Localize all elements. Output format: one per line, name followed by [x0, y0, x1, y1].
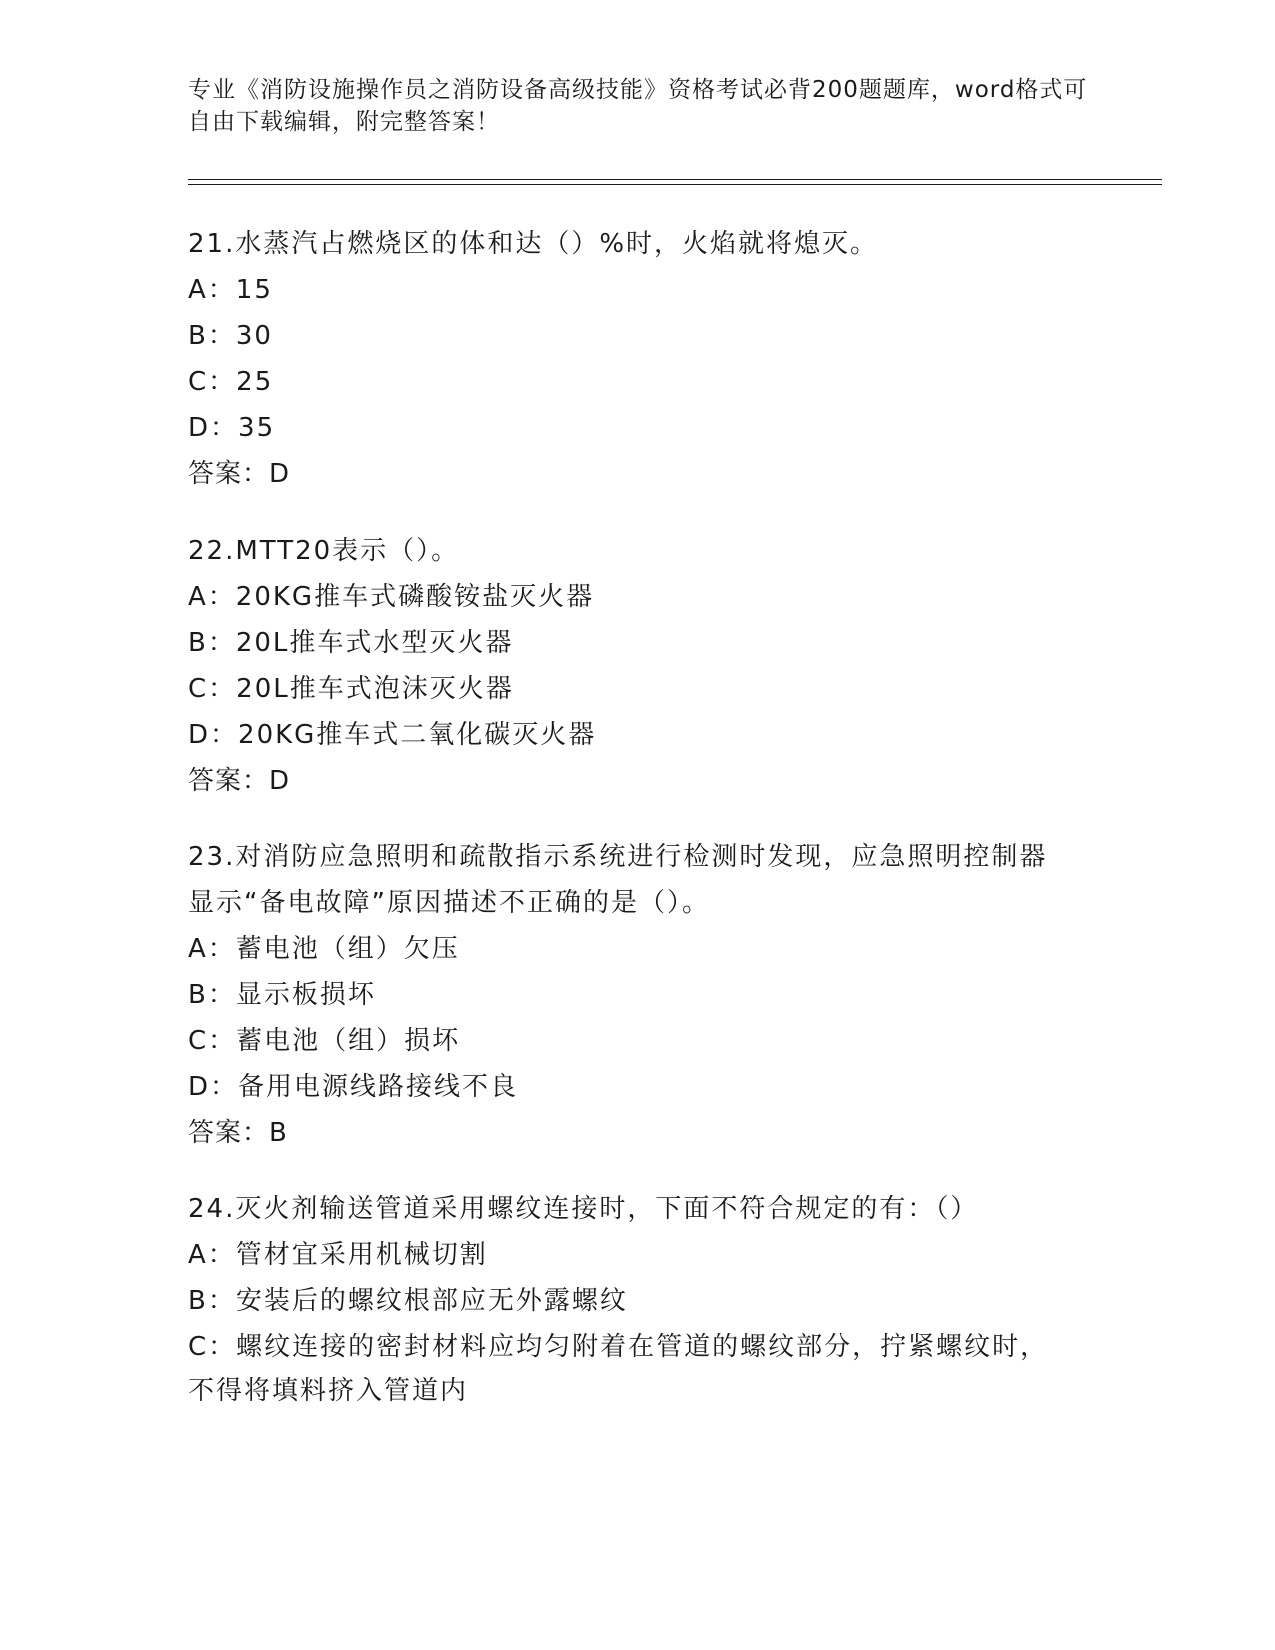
question-stem: 24.灭火剂输送管道采用螺纹连接时，下面不符合规定的有：（） [188, 1194, 979, 1224]
answer: 答案：D [188, 766, 291, 796]
option-b: B：20L推车式水型灭火器 [188, 628, 514, 658]
option-c: C：螺纹连接的密封材料应均匀附着在管道的螺纹部分，拧紧螺纹时，不得将填料挤入管道内 [188, 1332, 1049, 1406]
header-divider-top [188, 179, 1162, 180]
option-a: A：蓄电池（组）欠压 [188, 934, 460, 964]
question-stem: 23.对消防应急照明和疏散指示系统进行检测时发现，应急照明控制器显示“备电故障”原因描述不正确的是（）。 [188, 842, 1048, 918]
option-a: A：15 [188, 275, 273, 305]
answer: 答案：B [188, 1118, 288, 1148]
question-21 [188, 228, 1088, 490]
option-b: B：显示板损坏 [188, 980, 376, 1010]
question-stem: 21.水蒸汽占燃烧区的体和达（）%时，火焰就将熄灭。 [188, 229, 879, 259]
document-intro: 专业《消防设施操作员之消防设备高级技能》资格考试必背200题题库，word格式可自由下载编辑，附完整答案！ [188, 77, 1088, 135]
option-c: C：20L推车式泡沫灭火器 [188, 674, 514, 704]
option-d: D：备用电源线路接线不良 [188, 1072, 519, 1102]
option-b: B：30 [188, 321, 273, 351]
question-23 [188, 841, 1068, 1149]
header-divider-bottom [188, 184, 1162, 185]
option-a: A：管材宜采用机械切割 [188, 1240, 488, 1270]
option-b: B：安装后的螺纹根部应无外露螺纹 [188, 1286, 628, 1316]
question-24 [188, 1193, 1068, 1427]
question-22 [188, 535, 1088, 797]
answer: 答案：D [188, 459, 291, 489]
option-d: D：35 [188, 413, 276, 443]
option-c: C：25 [188, 367, 274, 397]
option-d: D：20KG推车式二氧化碳灭火器 [188, 720, 597, 750]
option-a: A：20KG推车式磷酸铵盐灭火器 [188, 582, 595, 612]
option-c: C：蓄电池（组）损坏 [188, 1026, 461, 1056]
question-stem: 22.MTT20表示（）。 [188, 536, 460, 566]
